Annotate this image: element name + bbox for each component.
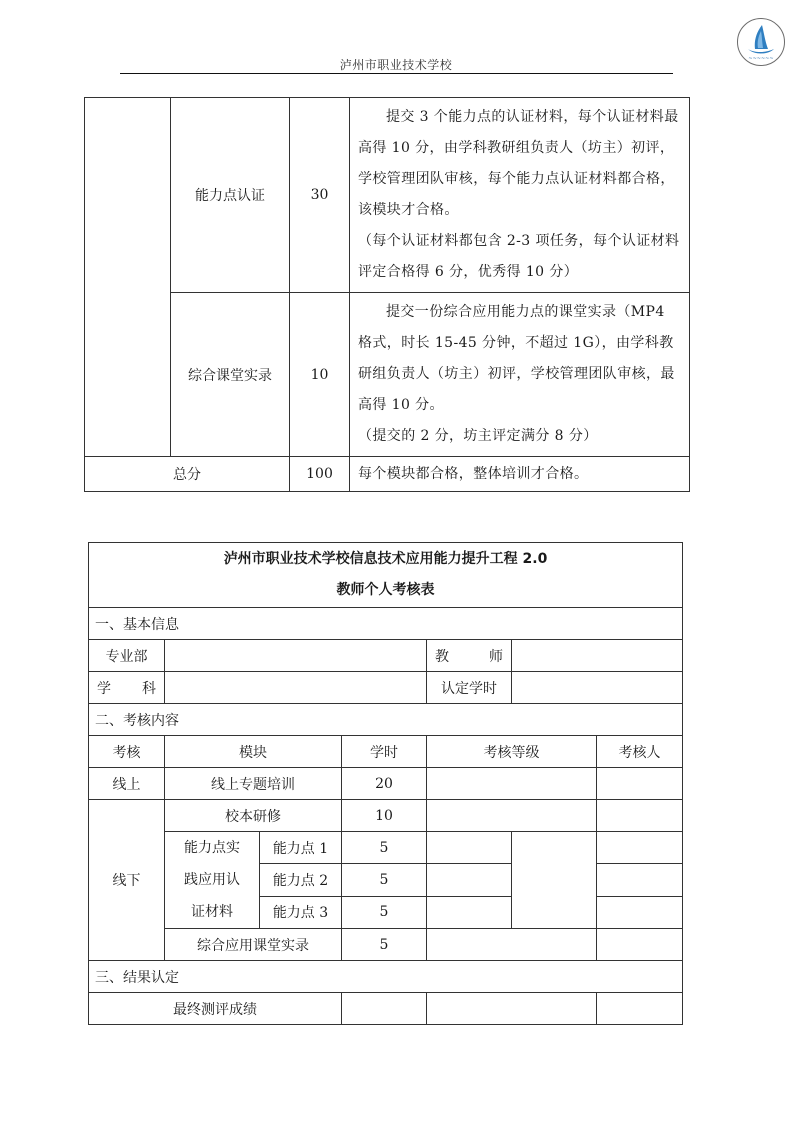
subject-label-a: 学 <box>97 680 111 697</box>
form-title-line2: 教师个人考核表 <box>336 582 435 598</box>
ability-group-grade-field[interactable] <box>512 832 597 929</box>
ability-group-line: 证材料 <box>191 904 233 920</box>
section1-heading: 一、基本信息 <box>89 608 683 640</box>
ability-group-line: 能力点实 <box>184 840 240 856</box>
table-row <box>89 768 683 800</box>
basic-info-row <box>89 640 683 672</box>
form-title-line1: 泸州市职业技术学校信息技术应用能力提升工程 2.0 <box>223 551 548 567</box>
ability-point-grade-field[interactable] <box>427 864 512 896</box>
dept-value-field[interactable] <box>165 640 427 672</box>
final-assessor-field[interactable] <box>597 993 683 1025</box>
description-cell <box>350 98 690 293</box>
ability-point-grade-field[interactable] <box>427 896 512 928</box>
section-heading-row <box>89 704 683 736</box>
subject-value-field[interactable] <box>165 672 427 704</box>
ability-point-grade-field[interactable] <box>427 832 512 864</box>
school-study-hours: 10 <box>342 800 427 832</box>
section-heading-row <box>89 608 683 640</box>
form-title-row <box>89 543 683 608</box>
description-note: （提交的 2 分，坊主评定满分 8 分） <box>358 428 598 444</box>
score-cell: 10 <box>290 293 350 457</box>
category-cell-empty <box>85 98 171 457</box>
classroom-record-module: 综合应用课堂实录 <box>165 929 342 961</box>
final-grade-field[interactable] <box>427 993 597 1025</box>
section3-heading: 三、结果认定 <box>89 961 683 993</box>
description-paragraph: 提交 3 个能力点的认证材料，每个认证材料最高得 10 分，由学科教研组负责人（坊主）初评，学校管理团队审核，每个能力点认证材料都合格，该模块才合格。 <box>358 109 679 218</box>
online-hours: 20 <box>342 768 427 800</box>
section2-heading: 二、考核内容 <box>89 704 683 736</box>
column-header-row <box>89 736 683 768</box>
ability-point-assessor-field[interactable] <box>597 864 683 896</box>
col-header-type: 考核 <box>89 736 165 768</box>
assessment-form-table <box>88 542 683 1025</box>
ability-group-line: 践应用认 <box>184 872 240 888</box>
online-assessor-field[interactable] <box>597 768 683 800</box>
header-divider <box>120 73 673 74</box>
final-hours-field[interactable] <box>342 993 427 1025</box>
total-row <box>85 457 690 492</box>
classroom-record-grade-field[interactable] <box>427 929 597 961</box>
ability-point-hours: 5 <box>342 864 427 896</box>
form-title <box>89 543 683 608</box>
ability-point-name: 能力点 1 <box>260 832 342 864</box>
table-row <box>89 800 683 832</box>
hours-label: 认定学时 <box>427 672 512 704</box>
module-cell: 综合课堂实录 <box>171 293 290 457</box>
table-row <box>85 98 690 293</box>
module-cell: 能力点认证 <box>171 98 290 293</box>
teacher-value-field[interactable] <box>512 640 683 672</box>
col-header-hours: 学时 <box>342 736 427 768</box>
table-row <box>89 832 683 864</box>
ability-point-name: 能力点 3 <box>260 896 342 928</box>
final-score-label: 最终测评成绩 <box>89 993 342 1025</box>
description-cell <box>350 293 690 457</box>
svg-text:~~~~~~: ~~~~~~ <box>748 56 774 62</box>
score-cell: 30 <box>290 98 350 293</box>
offline-type: 线下 <box>89 800 165 961</box>
subject-label <box>89 672 165 704</box>
section-heading-row <box>89 961 683 993</box>
description-note: （每个认证材料都包含 2-3 项任务，每个认证材料评定合格得 6 分，优秀得 10 分） <box>358 233 680 280</box>
school-study-grade-field[interactable] <box>427 800 597 832</box>
teacher-label-a: 教 <box>435 648 449 665</box>
table-row <box>85 293 690 457</box>
col-header-grade: 考核等级 <box>427 736 597 768</box>
col-header-module: 模块 <box>165 736 342 768</box>
ability-point-hours: 5 <box>342 896 427 928</box>
col-header-assessor: 考核人 <box>597 736 683 768</box>
table-row <box>89 929 683 961</box>
ability-point-name: 能力点 2 <box>260 864 342 896</box>
teacher-label-b: 师 <box>489 648 503 665</box>
description-paragraph: 提交一份综合应用能力点的课堂实录（MP4 格式，时长 15-45 分钟，不超过 1G），由学科教研组负责人（坊主）初评，学校管理团队审核，最高得 10 分。 <box>358 304 675 413</box>
ability-group-label <box>165 832 260 929</box>
total-score: 100 <box>290 457 350 492</box>
online-grade-field[interactable] <box>427 768 597 800</box>
subject-label-b: 科 <box>142 680 156 697</box>
ability-point-assessor-field[interactable] <box>597 896 683 928</box>
basic-info-row <box>89 672 683 704</box>
hours-value-field[interactable] <box>512 672 683 704</box>
school-study-module: 校本研修 <box>165 800 342 832</box>
ability-point-hours: 5 <box>342 832 427 864</box>
school-header-title: 泸州市职业技术学校 <box>339 58 453 72</box>
ability-point-assessor-field[interactable] <box>597 832 683 864</box>
dept-label: 专业部 <box>89 640 165 672</box>
classroom-record-hours: 5 <box>342 929 427 961</box>
teacher-label <box>427 640 512 672</box>
final-result-row <box>89 993 683 1025</box>
total-description: 每个模块都合格，整体培训才合格。 <box>350 457 690 492</box>
scoring-table <box>84 97 690 492</box>
online-module: 线上专题培训 <box>165 768 342 800</box>
online-type: 线上 <box>89 768 165 800</box>
total-label: 总分 <box>85 457 290 492</box>
school-sailboat-logo-icon <box>737 18 785 66</box>
classroom-record-assessor-field[interactable] <box>597 929 683 961</box>
school-study-assessor-field[interactable] <box>597 800 683 832</box>
